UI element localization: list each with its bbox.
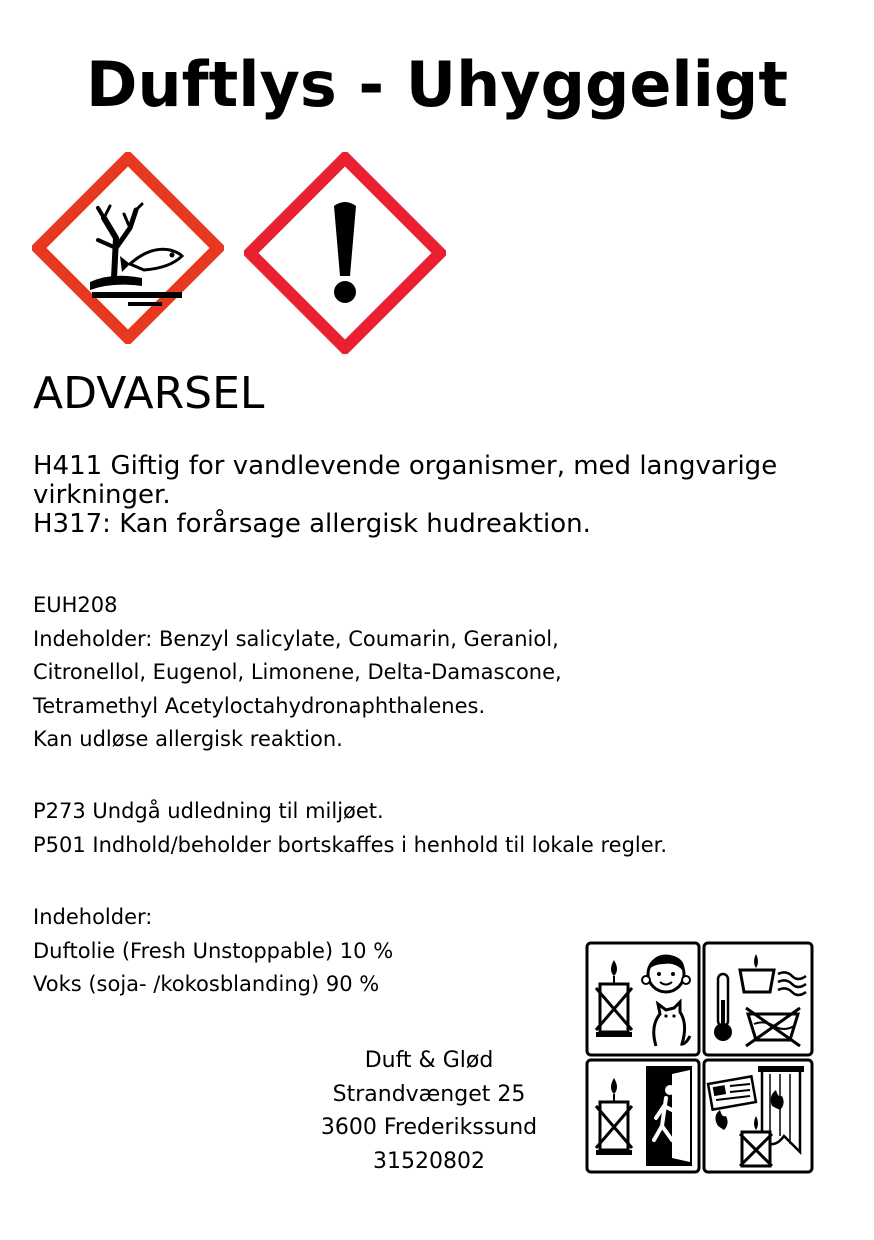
address-block (300, 1044, 558, 1178)
precautionary-section (33, 795, 853, 862)
contents-item: Duftolie (Fresh Unstoppable) 10 % (33, 938, 394, 963)
euh-code: EUH208 (33, 593, 118, 617)
hazard-statement: H317: Kan forårsage allergisk hudreaktion. (33, 509, 591, 539)
candle-usage-icons (584, 940, 816, 1176)
contents-heading: Indeholder: (33, 905, 153, 929)
euh-line: Tetramethyl Acetyloctahydronaphthalenes. (33, 693, 486, 718)
candle-leave-room-warning-icon (587, 1060, 699, 1172)
precautionary-statement: P501 Indhold/beholder bortskaffes i henhold til lokale regler. (33, 832, 668, 857)
street-address: Strandvænget 25 (332, 1081, 526, 1107)
candle-heat-draft-warning-icon (704, 943, 812, 1055)
company-name: Duft & Glød (364, 1048, 494, 1073)
hazard-statements (33, 452, 843, 539)
euh-line: Kan udløse allergisk reaktion. (33, 727, 343, 751)
signal-word: ADVARSEL (33, 368, 265, 419)
environment-hazard-icon (32, 152, 224, 344)
hazard-statement: H411 Giftig for vandlevende organismer, med langvarige (33, 451, 778, 481)
precautionary-statement: P273 Undgå udledning til miljøet. (33, 799, 384, 823)
euh-line: Citronellol, Eugenol, Limonene, Delta-Damascone, (33, 660, 562, 684)
page-title: Duftlys - Uhyggeligt (86, 48, 788, 121)
contents-item: Voks (soja- /kokosblanding) 90 % (33, 972, 380, 996)
candle-children-pets-warning-icon (587, 943, 699, 1055)
candle-flammable-items-warning-icon (704, 1060, 812, 1172)
euh-section (33, 589, 853, 757)
phone-number: 31520802 (373, 1148, 485, 1174)
hazard-statement: virkninger. (33, 480, 171, 510)
euh-line: Indeholder: Benzyl salicylate, Coumarin, Geraniol, (33, 626, 559, 651)
exclamation-mark-icon (244, 152, 446, 354)
city-address: 3600 Frederikssund (320, 1115, 538, 1140)
